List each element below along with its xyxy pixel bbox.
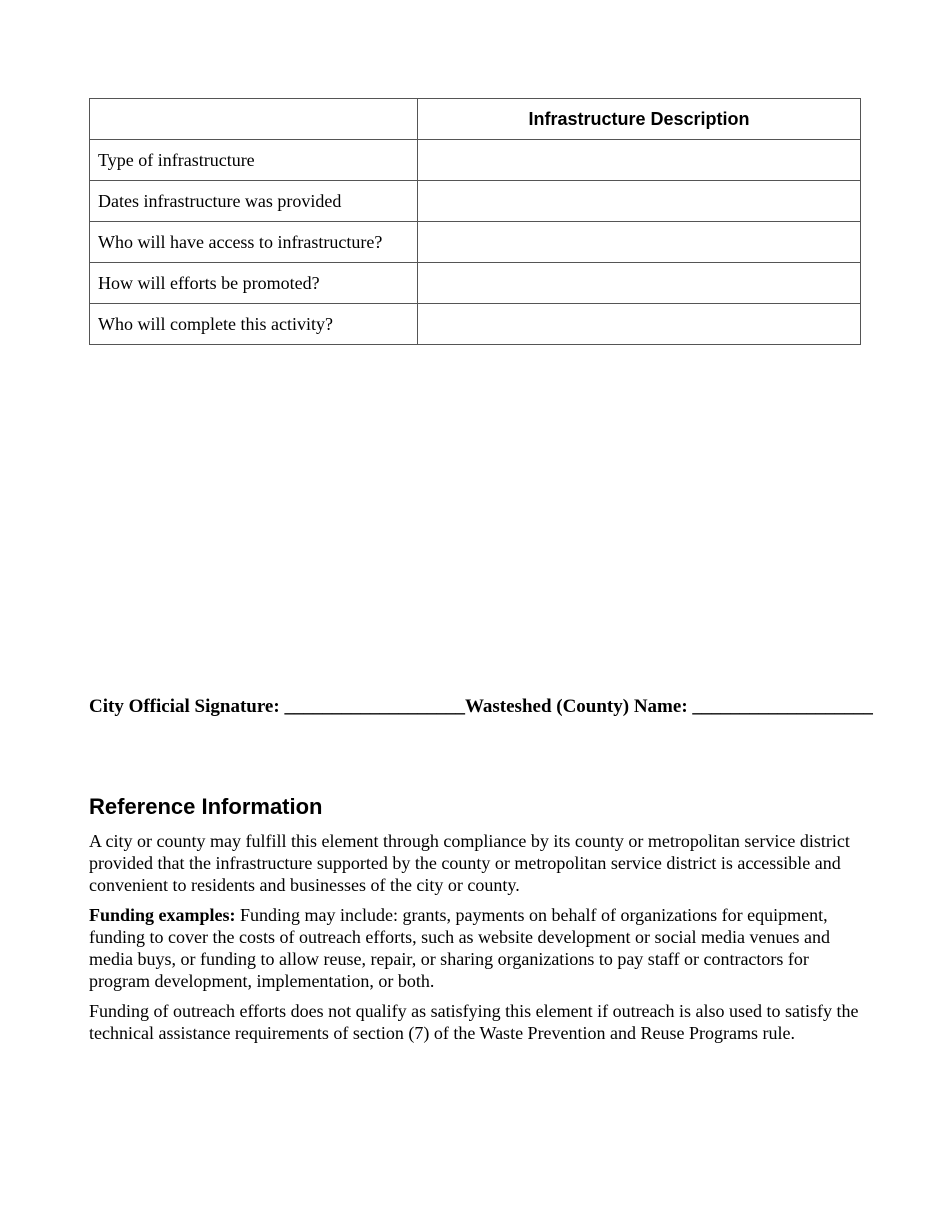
- table-row: [90, 222, 861, 263]
- row-label: Who will have access to infrastructure?: [90, 222, 418, 263]
- row-value-field[interactable]: [418, 222, 861, 263]
- wasteshed-name-field[interactable]: ___________________: [692, 696, 873, 717]
- row-label: Who will complete this activity?: [90, 304, 418, 345]
- table-row: [90, 140, 861, 181]
- funding-label: Funding examples:: [89, 905, 236, 925]
- table-header-row: [90, 99, 861, 140]
- table-row: [90, 304, 861, 345]
- wasteshed-name-label: Wasteshed (County) Name:: [464, 696, 688, 717]
- infrastructure-table: [89, 98, 861, 345]
- signature-line: [89, 696, 873, 718]
- table-row: [90, 263, 861, 304]
- table-header-description: Infrastructure Description: [418, 99, 861, 140]
- city-signature-field[interactable]: ___________________: [284, 696, 465, 717]
- funding-paragraph: [89, 904, 864, 992]
- row-value-field[interactable]: [418, 304, 861, 345]
- city-signature-label: City Official Signature:: [89, 696, 280, 717]
- table-row: [90, 181, 861, 222]
- row-label: Dates infrastructure was provided: [90, 181, 418, 222]
- row-label: How will efforts be promoted?: [90, 263, 418, 304]
- row-value-field[interactable]: [418, 140, 861, 181]
- reference-body: [89, 830, 864, 1052]
- table-header-blank: [90, 99, 418, 140]
- reference-heading: Reference Information: [89, 794, 323, 819]
- reference-paragraph: Funding of outreach efforts does not qualify as satisfying this element if outreach is also used to satisfy the technical assistance requirements of section (7) of the Waste Prevention and Reuse Programs rule.: [89, 1001, 859, 1043]
- funding-text: Funding may include: grants, payments on behalf of organizations for equipment, funding to cover the costs of outreach efforts, such as website development or social media venues and media buys, or funding to allow reuse, repair, or sharing organizations to pay staff or contractors for program development, implementation, or both.: [89, 905, 830, 991]
- row-value-field[interactable]: [418, 181, 861, 222]
- reference-paragraph: A city or county may fulfill this element through compliance by its county or metropolitan service district provided that the infrastructure supported by the county or metropolitan service district is accessible and convenient to residents and businesses of the city or county.: [89, 831, 850, 895]
- row-value-field[interactable]: [418, 263, 861, 304]
- row-label: Type of infrastructure: [90, 140, 418, 181]
